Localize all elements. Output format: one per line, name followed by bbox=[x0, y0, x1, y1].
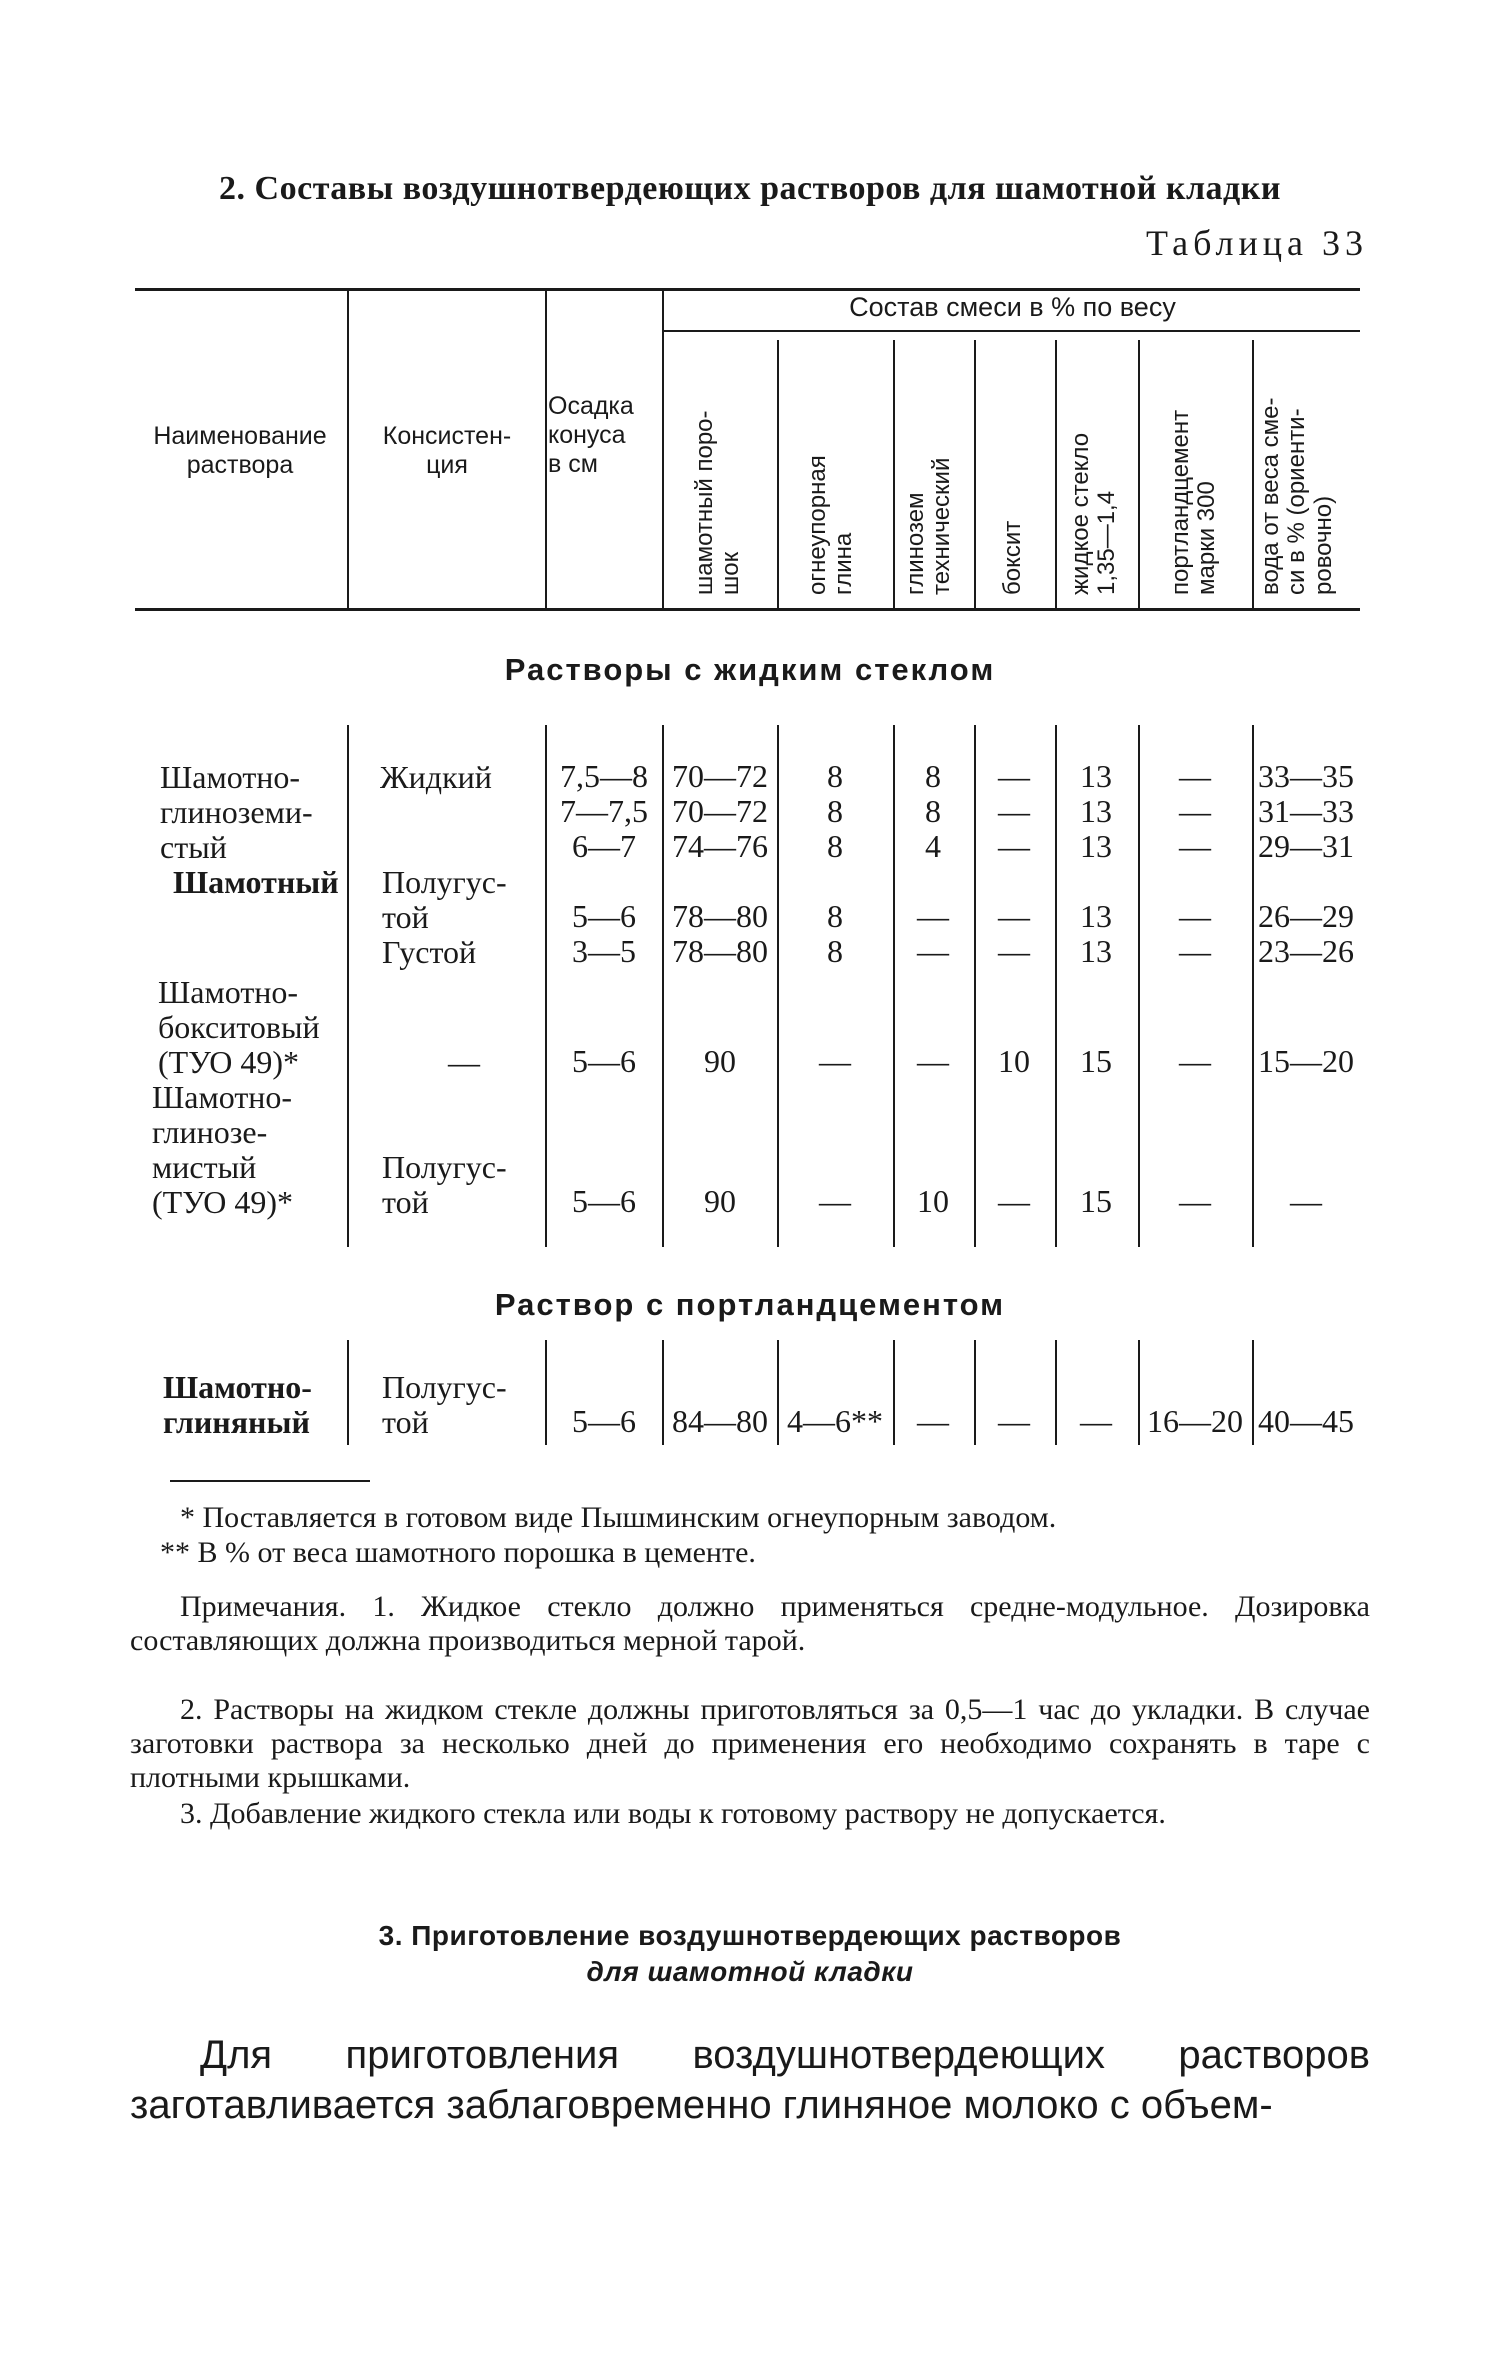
cell-cement: — bbox=[1179, 1043, 1211, 1079]
cell-alumina: — bbox=[917, 933, 949, 969]
header-divider bbox=[777, 340, 779, 608]
cell-clay: 8 bbox=[827, 933, 843, 969]
body-divider bbox=[347, 725, 349, 1247]
body-divider bbox=[1138, 725, 1140, 1247]
cell-alumina: — bbox=[917, 898, 949, 934]
cell-clay: 8 bbox=[827, 758, 843, 794]
group-heading-portland-cement: Раствор с портландцементом bbox=[494, 1287, 1006, 1322]
header-name: Наименование раствора bbox=[153, 422, 327, 479]
mortar-name: Шамотно- бокситовый (ТУО 49)* bbox=[158, 974, 320, 1080]
cell-bauxite: 10 bbox=[998, 1043, 1030, 1079]
body-divider bbox=[893, 1340, 895, 1445]
cell-slump: 6—7 bbox=[572, 828, 636, 864]
body-divider bbox=[974, 725, 976, 1247]
footnote-1: * Поставляется в готовом виде Пышминским огнеупорным заводом. bbox=[180, 1501, 1057, 1534]
cell-alumina: — bbox=[917, 1043, 949, 1079]
header-divider bbox=[893, 340, 895, 608]
cell-bauxite: — bbox=[998, 758, 1030, 794]
cell-alumina: — bbox=[917, 1403, 949, 1439]
consistency-value: Полугус- той bbox=[382, 864, 507, 935]
cell-water: 26—29 bbox=[1258, 898, 1354, 934]
cell-glass: 15 bbox=[1080, 1183, 1112, 1219]
body-divider bbox=[662, 725, 664, 1247]
cell-chamotte: 78—80 bbox=[672, 898, 768, 934]
mortar-name: Шамотно- глиняный bbox=[163, 1369, 312, 1440]
body-paragraph: Для приготовления воздушнотвердеющих растворов заготавливается заблаговременно глиняное молоко с объем- bbox=[130, 2033, 1370, 2127]
header-water: вода от веса сме- си в % (ориенти- ровочно) bbox=[1257, 397, 1337, 595]
body-divider bbox=[974, 1340, 976, 1445]
cell-water: 33—35 bbox=[1258, 758, 1354, 794]
cell-alumina: 10 bbox=[917, 1183, 949, 1219]
group-heading-liquid-glass: Растворы с жидким стеклом bbox=[504, 652, 996, 687]
cell-glass: 15 bbox=[1080, 1043, 1112, 1079]
cell-chamotte: 84—80 bbox=[672, 1403, 768, 1439]
cell-slump: 3—5 bbox=[572, 933, 636, 969]
header-divider bbox=[347, 290, 349, 608]
body-divider bbox=[1055, 725, 1057, 1247]
cell-cement: — bbox=[1179, 758, 1211, 794]
header-bottom-rule bbox=[135, 608, 1360, 611]
body-divider bbox=[545, 1340, 547, 1445]
cell-bauxite: — bbox=[998, 898, 1030, 934]
cell-slump: 5—6 bbox=[572, 1403, 636, 1439]
body-divider bbox=[777, 725, 779, 1247]
header-refractory-clay: огнеупорная глина bbox=[804, 455, 858, 595]
cell-clay: — bbox=[819, 1183, 851, 1219]
cell-bauxite: — bbox=[998, 1403, 1030, 1439]
cell-slump: 7,5—8 bbox=[560, 758, 648, 794]
header-divider bbox=[974, 340, 976, 608]
cell-bauxite: — bbox=[998, 1183, 1030, 1219]
cell-cement: — bbox=[1179, 793, 1211, 829]
cell-chamotte: 90 bbox=[704, 1183, 736, 1219]
cell-clay: 8 bbox=[827, 898, 843, 934]
cell-alumina: 8 bbox=[925, 793, 941, 829]
cell-chamotte: 70—72 bbox=[672, 793, 768, 829]
header-technical-alumina: глинозем технический bbox=[902, 457, 956, 595]
table-top-rule bbox=[135, 288, 1360, 291]
header-bauxite: боксит bbox=[999, 520, 1026, 595]
table-number: Таблица 33 bbox=[1146, 223, 1368, 263]
section-title: 2. Составы воздушнотвердеющих растворов для шамотной кладки bbox=[219, 170, 1281, 207]
cell-slump: 5—6 bbox=[572, 1183, 636, 1219]
section-3-subtitle: для шамотной кладки bbox=[586, 1956, 914, 1987]
header-consistency: Консистен- ция bbox=[382, 422, 512, 479]
body-divider bbox=[662, 1340, 664, 1445]
cell-alumina: 8 bbox=[925, 758, 941, 794]
composition-rule bbox=[662, 330, 1360, 332]
consistency-value: Густой bbox=[382, 934, 477, 970]
cell-cement: — bbox=[1179, 933, 1211, 969]
body-divider bbox=[1138, 1340, 1140, 1445]
cell-cement: — bbox=[1179, 828, 1211, 864]
header-divider bbox=[662, 290, 664, 608]
cell-glass: 13 bbox=[1080, 758, 1112, 794]
consistency-value: — bbox=[448, 1044, 480, 1080]
cell-alumina: 4 bbox=[925, 828, 941, 864]
cell-clay: 4—6** bbox=[787, 1403, 883, 1439]
cell-glass: 13 bbox=[1080, 793, 1112, 829]
body-divider bbox=[893, 725, 895, 1247]
cell-water: 31—33 bbox=[1258, 793, 1354, 829]
cell-slump: 7—7,5 bbox=[560, 793, 648, 829]
section-3-title: 3. Приготовление воздушнотвердеющих растворов bbox=[378, 1920, 1122, 1951]
consistency-value: Полугус- той bbox=[382, 1149, 507, 1220]
header-portland-cement: портландцемент марки 300 bbox=[1167, 409, 1221, 595]
cell-water: 23—26 bbox=[1258, 933, 1354, 969]
cell-slump: 5—6 bbox=[572, 898, 636, 934]
cell-clay: 8 bbox=[827, 793, 843, 829]
cell-bauxite: — bbox=[998, 933, 1030, 969]
cell-chamotte: 78—80 bbox=[672, 933, 768, 969]
cell-water: 29—31 bbox=[1258, 828, 1354, 864]
cell-clay: — bbox=[819, 1043, 851, 1079]
body-divider bbox=[1055, 1340, 1057, 1445]
cell-glass: 13 bbox=[1080, 828, 1112, 864]
cell-chamotte: 90 bbox=[704, 1043, 736, 1079]
body-divider bbox=[545, 725, 547, 1247]
mortar-name: Шамотно- глинозе- мистый (ТУО 49)* bbox=[152, 1079, 294, 1220]
consistency-value: Жидкий bbox=[380, 759, 492, 795]
note-1: Примечания. 1. Жидкое стекло должно применяться средне-модульное. Дозировка составляющих должна производиться мерной тарой. bbox=[130, 1590, 1370, 1657]
cell-cement: — bbox=[1179, 898, 1211, 934]
header-liquid-glass: жидкое стекло 1,35—1,4 bbox=[1067, 432, 1121, 595]
header-chamotte-powder: шамотный поро- шок bbox=[691, 410, 745, 595]
mortar-name: Шамотный bbox=[173, 864, 339, 900]
consistency-value: Полугус- той bbox=[382, 1369, 507, 1440]
cell-bauxite: — bbox=[998, 828, 1030, 864]
cell-cement: 16—20 bbox=[1147, 1403, 1243, 1439]
mortar-name: Шамотно- глиноземи- стый bbox=[160, 759, 313, 865]
cell-glass: 13 bbox=[1080, 933, 1112, 969]
cell-cement: — bbox=[1179, 1183, 1211, 1219]
cell-water: 40—45 bbox=[1258, 1403, 1354, 1439]
cell-clay: 8 bbox=[827, 828, 843, 864]
header-slump: Осадка конуса в см bbox=[548, 392, 634, 478]
footnote-2: ** В % от веса шамотного порошка в цементе. bbox=[160, 1536, 756, 1569]
body-divider bbox=[1252, 725, 1254, 1247]
cell-glass: — bbox=[1080, 1403, 1112, 1439]
note-2: 2. Растворы на жидком стекле должны приготовляться за 0,5—1 час до укладки. В случае заготовки раствора за несколько дней до применения его необходимо сохранять в таре с плотными крышками. bbox=[130, 1693, 1370, 1794]
cell-chamotte: 74—76 bbox=[672, 828, 768, 864]
cell-bauxite: — bbox=[998, 793, 1030, 829]
header-divider bbox=[1055, 340, 1057, 608]
body-divider bbox=[777, 1340, 779, 1445]
header-divider bbox=[545, 290, 547, 608]
cell-chamotte: 70—72 bbox=[672, 758, 768, 794]
body-divider bbox=[1252, 1340, 1254, 1445]
note-3: 3. Добавление жидкого стекла или воды к готовому раствору не допускается. bbox=[180, 1797, 1166, 1830]
body-divider bbox=[347, 1340, 349, 1445]
cell-glass: 13 bbox=[1080, 898, 1112, 934]
cell-water: 15—20 bbox=[1258, 1043, 1354, 1079]
footnote-rule bbox=[170, 1480, 370, 1482]
header-composition: Состав смеси в % по весу bbox=[849, 292, 1176, 322]
cell-water: — bbox=[1290, 1183, 1322, 1219]
header-divider bbox=[1252, 340, 1254, 608]
cell-slump: 5—6 bbox=[572, 1043, 636, 1079]
header-divider bbox=[1138, 340, 1140, 608]
